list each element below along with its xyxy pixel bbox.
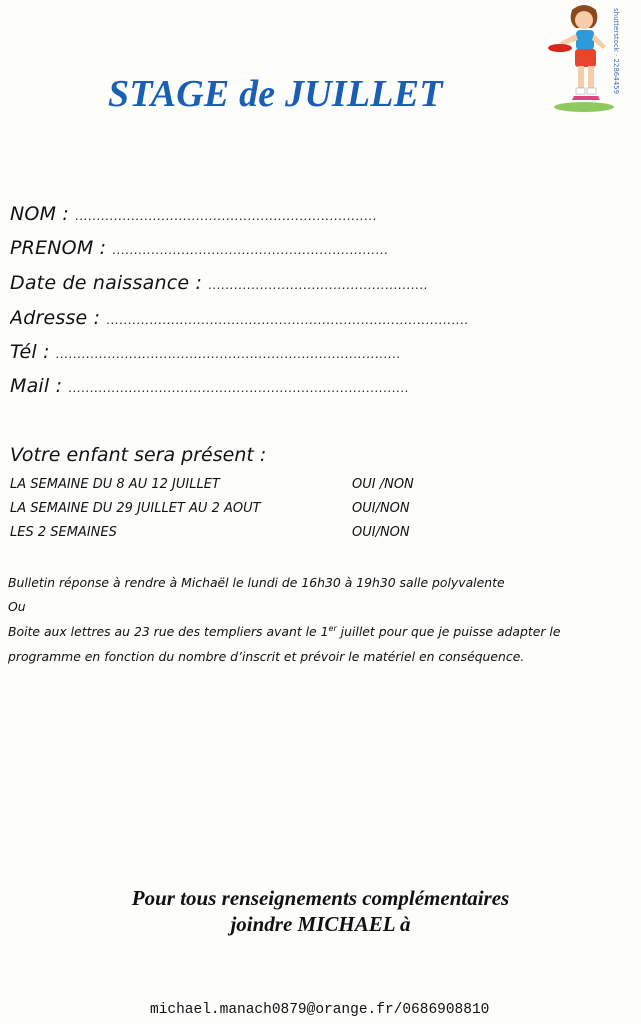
field-label: PRENOM : bbox=[10, 237, 107, 259]
week-option-choice[interactable]: OUI/NON bbox=[352, 501, 410, 516]
field-mail[interactable] bbox=[10, 375, 409, 397]
field-prenom[interactable] bbox=[10, 237, 389, 259]
footer-contact-line: joindre MICHAEL à bbox=[230, 912, 411, 936]
child-frisbee-illustration bbox=[548, 2, 618, 114]
stock-watermark: shutterstock · 22864459 bbox=[612, 8, 620, 95]
fill-in-line: ...................................................................... bbox=[75, 209, 378, 223]
page-title: STAGE de JUILLET bbox=[108, 73, 443, 115]
field-label: Date de naissance : bbox=[10, 272, 203, 294]
mailbox-text: Boite aux lettres au 23 rue des templiers avant le 1 bbox=[8, 624, 329, 640]
ordinal-suffix: er bbox=[328, 624, 337, 633]
week-option-choice[interactable]: OUI/NON bbox=[352, 525, 410, 540]
field-adresse[interactable] bbox=[10, 307, 469, 329]
field-date-de-naissance[interactable] bbox=[10, 272, 428, 294]
week-option-label: LES 2 SEMAINES bbox=[10, 525, 117, 540]
field-label: Mail : bbox=[10, 375, 63, 397]
week-option-choice[interactable]: OUI /NON bbox=[352, 477, 414, 492]
attendance-question: Votre enfant sera présent : bbox=[10, 444, 267, 466]
field-nom[interactable] bbox=[10, 203, 377, 225]
fill-in-line: ............................................................................... bbox=[68, 381, 410, 395]
contact-email-phone[interactable]: michael.manach0879@orange.fr/0686908810 bbox=[150, 1002, 490, 1018]
field-label: NOM : bbox=[10, 203, 70, 225]
field-tel[interactable] bbox=[10, 341, 401, 363]
fill-in-line: ................................................................................ bbox=[55, 347, 402, 361]
week-option-label: LA SEMAINE DU 8 AU 12 JUILLET bbox=[10, 477, 220, 492]
footer-info-line: Pour tous renseignements complémentaires bbox=[131, 886, 510, 910]
mailbox-instructions bbox=[8, 624, 560, 639]
field-label: Adresse : bbox=[10, 307, 101, 329]
mailbox-text-end: juillet pour que je puisse adapter le bbox=[336, 624, 561, 640]
fill-in-line: .................................................................................... bbox=[106, 313, 469, 327]
fill-in-line: ................................................... bbox=[208, 278, 429, 292]
return-instructions: Bulletin réponse à rendre à Michaël le lundi de 16h30 à 19h30 salle polyvalente bbox=[8, 575, 505, 590]
program-note: programme en fonction du nombre d’inscrit et prévoir le matériel en conséquence. bbox=[8, 649, 525, 664]
or-separator: Ou bbox=[8, 599, 26, 614]
week-option-label: LA SEMAINE DU 29 JUILLET AU 2 AOUT bbox=[10, 501, 261, 516]
field-label: Tél : bbox=[10, 341, 50, 363]
fill-in-line: ................................................................ bbox=[112, 243, 389, 257]
